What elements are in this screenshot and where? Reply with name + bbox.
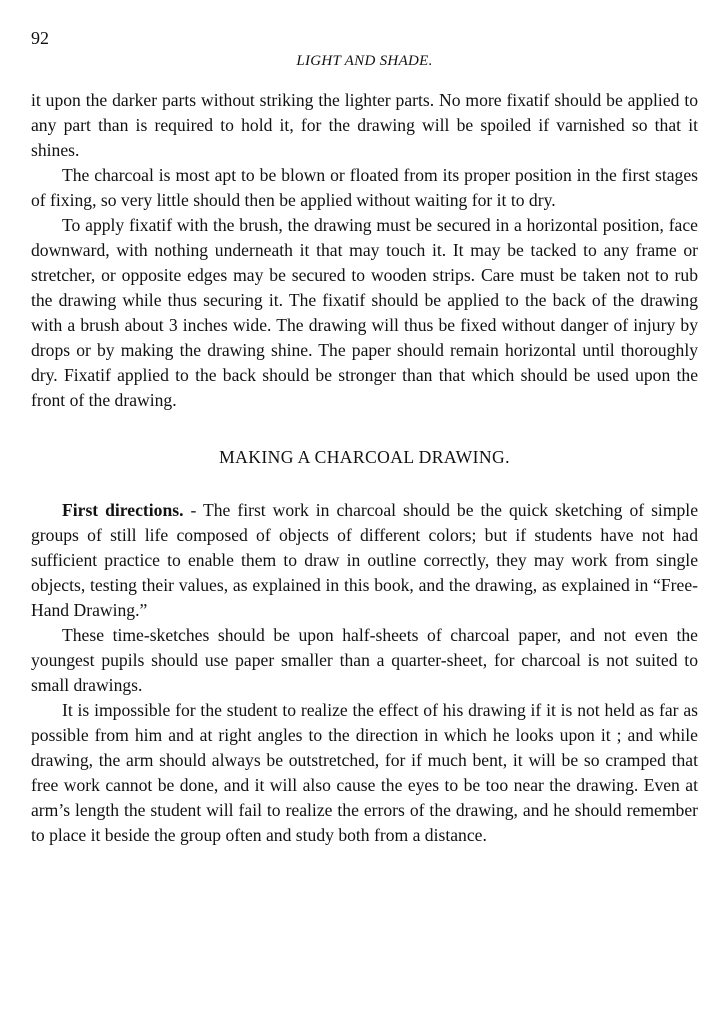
- page-number: 92: [31, 28, 49, 48]
- first-directions-text: - The first work in charcoal should be the quick sketching of simple groups of still life composed of objects of different colors; but if students have not had sufficient practice to enable them to draw in outline correctly, they may work from single objects, testing their values, as explained in this book, and the drawing, as explained in “Free-Hand Drawing.”: [31, 500, 699, 620]
- paragraph-time-sketches: These time-sketches should be upon half-sheets of charcoal paper, and not even the youngest pupils should use paper smaller than a quarter-sheet, for charcoal is not suited to small drawings.: [31, 625, 698, 695]
- running-title: LIGHT AND SHADE.: [296, 53, 433, 69]
- paragraph-first-directions: [31, 498, 698, 623]
- paragraph-charcoal-fixing: The charcoal is most apt to be blown or floated from its proper position in the first stages of fixing, so very little should then be applied without waiting for it to dry.: [31, 165, 698, 210]
- run-in-heading: First directions.: [62, 500, 184, 520]
- paragraph-brush-fixatif: To apply fixatif with the brush, the drawing must be secured in a horizontal position, face downward, with nothing underneath it that may touch it. It may be tacked to any frame or stretcher, or opposite edges may be secured to wooden strips. Care must be taken not to rub the drawing while thus securing it. The fixatif should be applied to the back of the drawing with a brush about 3 inches wide. The drawing will thus be fixed without danger of injury by drops or by making the drawing shine. The paper should remain horizontal until thoroughly dry. Fixatif applied to the back should be stronger than that which should be used upon the front of the drawing.: [31, 215, 698, 410]
- paragraph-continued: it upon the darker parts without striking the lighter parts. No more fixatif should be applied to any part than is required to hold it, for the drawing will be spoiled if varnished so that it shines.: [31, 90, 698, 160]
- page-body: [31, 88, 698, 848]
- section-heading: MAKING A CHARCOAL DRAWING.: [219, 447, 510, 467]
- paragraph-arm-length: It is impossible for the student to realize the effect of his drawing if it is not held as far as possible from him and at right angles to the direction in which he looks upon it ; and while drawing, the arm should always be outstretched, for if much bent, it will be so cramped that free work cannot be done, and it will also cause the eyes to be too near the drawing. Even at arm’s length the student will fail to realize the errors of the drawing, and he should remember to place it beside the group often and study both from a distance.: [31, 700, 698, 845]
